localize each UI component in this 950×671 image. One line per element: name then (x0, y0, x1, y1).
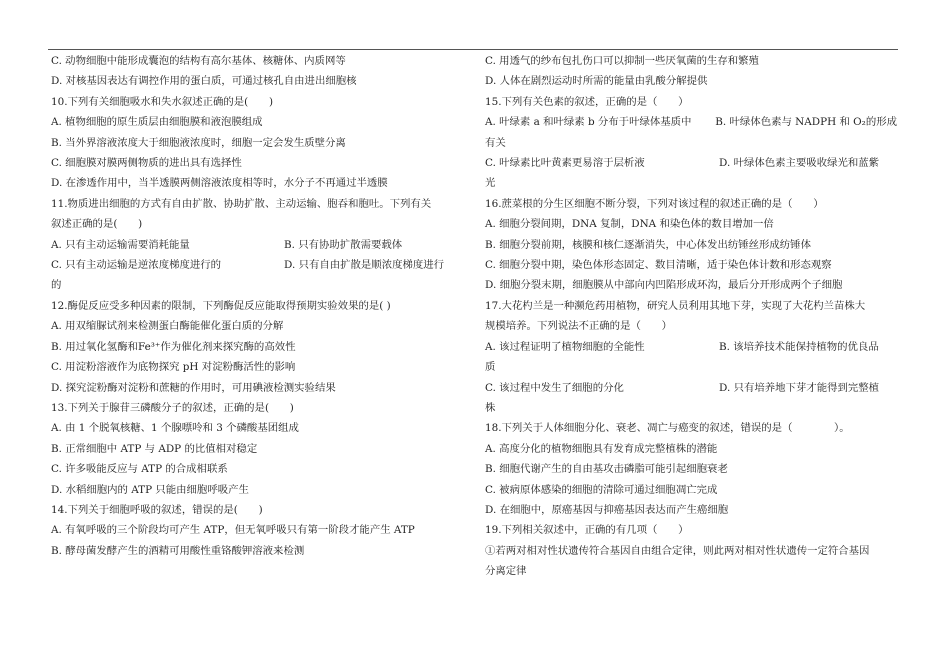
q16-option-c: C. 细胞分裂中期，染色体形态固定、数目清晰，适于染色体计数和形态观察 (485, 259, 832, 272)
q11-stem-line2: 叙述正确的是( ) (51, 218, 143, 231)
q11-option-a: A. 只有主动运输需要消耗能量 (51, 238, 190, 251)
q14-option-d: D. 人体在剧烈运动时所需的能量由乳酸分解提供 (485, 75, 708, 88)
q13-stem: 13.下列关于腺苷三磷酸分子的叙述，正确的是( ) (51, 401, 294, 414)
q19-statement-1-line1: ①若两对相对性状遗传符合基因自由组合定律，则此两对相对性状遗传一定符合基因 (485, 544, 870, 557)
q17-option-d: D. 只有培养地下芽才能得到完整植 (719, 381, 880, 394)
q14-option-b: B. 酵母菌发酵产生的酒精可用酸性重铬酸钾溶液来检测 (51, 544, 305, 557)
q11-stem-line1: 11.物质进出细胞的方式有自由扩散、协助扩散、主动运输、胞吞和胞吐。下列有关 (51, 197, 432, 210)
q10-option-c: C. 细胞膜对膜两侧物质的进出具有选择性 (51, 157, 242, 170)
q10-stem: 10.下列有关细胞吸水和失水叙述正确的是( ) (51, 95, 274, 108)
q18-stem: 18.下列关于人体细胞分化、衰老、凋亡与癌变的叙述，错误的是（ ）。 (485, 422, 850, 435)
q15-stem: 15.下列有关色素的叙述，正确的是（ ） (485, 95, 689, 108)
q12-option-d: D. 探究淀粉酶对淀粉和蔗糖的作用时，可用碘液检测实验结果 (51, 381, 336, 394)
q16-option-b: B. 细胞分裂前期，核膜和核仁逐渐消失，中心体发出纺锤丝形成纺锤体 (485, 238, 811, 251)
q17-options-ab (485, 337, 897, 357)
q11-options-ab (51, 235, 461, 255)
q19-statement-1-line2: 分离定律 (485, 565, 527, 578)
q12-option-c: C. 用淀粉溶液作为底物探究 pH 对淀粉酶活性的影响 (51, 361, 296, 374)
q14-stem: 14.下列关于细胞呼吸的叙述，错误的是( ) (51, 503, 263, 516)
q14-option-c: C. 用透气的纱布包扎伤口可以抑制一些厌氧菌的生存和繁殖 (485, 55, 759, 67)
q15-option-a: A. 叶绿素 a 和叶绿素 b 分布于叶绿体基质中 (485, 116, 692, 129)
q15-options-cd (485, 153, 897, 173)
q15-options-ab (485, 112, 897, 132)
header-rule (48, 49, 898, 50)
q13-option-b: B. 正常细胞中 ATP 与 ADP 的比值相对稳定 (51, 442, 258, 455)
q17-stem-line1: 17.大花杓兰是一种濒危药用植物，研究人员利用其地下芽，实现了大花杓兰苗株大 (485, 299, 866, 312)
q13-option-a: A. 由 1 个脱氧核糖、1 个腺嘌呤和 3 个磷酸基团组成 (51, 422, 299, 435)
q19-stem: 19.下列相关叙述中，正确的有几项（ ） (485, 524, 689, 537)
q11-option-d-cont: 的 (51, 279, 62, 292)
q17-option-a: A. 该过程证明了植物细胞的全能性 (485, 340, 645, 353)
q18-option-b: B. 细胞代谢产生的自由基攻击磷脂可能引起细胞衰老 (485, 463, 728, 476)
q12-option-a: A. 用双缩脲试剂来检测蛋白酶能催化蛋白质的分解 (51, 320, 284, 333)
q18-option-c: C. 被病原体感染的细胞的清除可通过细胞凋亡完成 (485, 483, 718, 496)
q12-option-b: B. 用过氧化氢酶和Fe³⁺作为催化剂来探究酶的高效性 (51, 340, 296, 353)
q17-option-b-cont: 质 (485, 361, 496, 374)
q18-option-d: D. 在细胞中，原癌基因与抑癌基因表达而产生癌细胞 (485, 503, 729, 516)
q11-option-c: C. 只有主动运输是逆浓度梯度进行的 (51, 259, 222, 272)
q17-option-b: B. 该培养技术能保持植物的优良品 (719, 340, 879, 353)
q13-option-d: D. 水稻细胞内的 ATP 只能由细胞呼吸产生 (51, 483, 249, 496)
q15-option-b: B. 叶绿体色素与 NADPH 和 O₂的形成 (715, 116, 897, 129)
q15-option-d-cont: 光 (485, 177, 496, 190)
q15-option-c: C. 叶绿素比叶黄素更易溶于层析液 (485, 157, 645, 170)
q13-option-c: C. 许多吸能反应与 ATP 的合成相联系 (51, 463, 228, 476)
q15-option-d: D. 叶绿体色素主要吸收绿光和蓝紫 (719, 157, 880, 170)
q9-option-d: D. 对核基因表达有调控作用的蛋白质，可通过核孔自由进出细胞核 (51, 75, 357, 88)
q16-option-a: A. 细胞分裂间期，DNA 复制，DNA 和染色体的数目增加一倍 (485, 218, 774, 231)
q17-stem-line2: 规模培养。下列说法不正确的是（ ） (485, 320, 673, 333)
q15-option-b-cont: 有关 (485, 136, 506, 149)
q11-options-cd (51, 255, 461, 275)
q17-options-cd (485, 378, 897, 398)
q16-stem: 16.蔗菜根的分生区细胞不断分裂，下列对该过程的叙述正确的是（ ） (485, 197, 824, 210)
q16-option-d: D. 细胞分裂末期，细胞膜从中部向内凹陷形成环沟，最后分开形成两个子细胞 (485, 279, 843, 292)
q11-option-d: D. 只有自由扩散是顺浓度梯度进行 (284, 259, 445, 272)
q12-stem: 12.酶促反应受多种因素的限制，下列酶促反应能取得预期实验效果的是( ) (51, 299, 391, 312)
q18-option-a: A. 高度分化的植物细胞具有发育成完整植株的潜能 (485, 442, 718, 455)
q10-option-b: B. 当外界溶液浓度大于细胞液浓度时，细胞一定会发生质壁分离 (51, 136, 346, 149)
q9-option-c: C. 动物细胞中能形成囊泡的结构有高尔基体、核糖体、内质网等 (51, 55, 346, 67)
q10-option-d: D. 在渗透作用中，当半透膜两侧溶液浓度相等时，水分子不再通过半透膜 (51, 177, 388, 190)
q10-option-a: A. 植物细胞的原生质层由细胞膜和液泡膜组成 (51, 116, 263, 129)
q14-option-a: A. 有氧呼吸的三个阶段均可产生 ATP，但无氧呼吸只有第一阶段才能产生 ATP (51, 524, 415, 537)
q17-option-d-cont: 株 (485, 401, 496, 414)
left-column (51, 51, 461, 561)
q11-option-b: B. 只有协助扩散需要载体 (284, 238, 403, 251)
right-column (485, 51, 897, 582)
q17-option-c: C. 该过程中发生了细胞的分化 (485, 381, 624, 394)
